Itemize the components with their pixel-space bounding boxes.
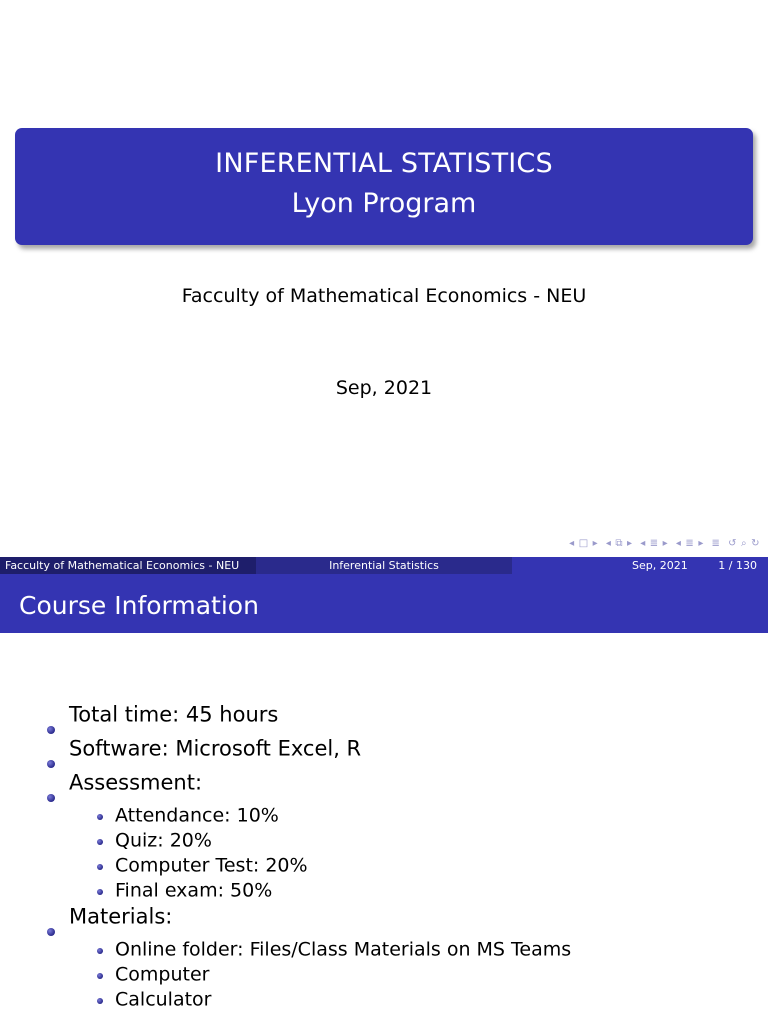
nav-frame-icon[interactable]: □ [578,538,589,549]
sub-list-item [0,852,768,877]
frame-title: Course Information [19,591,259,620]
sub-list-item [0,802,768,827]
sub-list-item-text: Quiz: 20% [115,829,212,852]
frame-title-bar [0,574,768,633]
beamer-navigation[interactable] [565,538,760,552]
list-item-text: Total time: 45 hours [69,702,279,727]
nav-next-frame-icon[interactable]: ▸ [592,538,599,549]
bullet-icon [97,889,103,895]
nav-subsection-icon[interactable]: ≣ [649,538,659,549]
footer-date: Sep, 2021 [632,559,688,572]
list-item-text: Software: Microsoft Excel, R [69,736,362,761]
bullet-icon [97,839,103,845]
sub-list-item-text: Online folder: Files/Class Materials on MS Teams [115,938,572,961]
presentation-title: INFERENTIAL STATISTICS [215,148,553,179]
sub-list-item-text: Calculator [115,988,212,1011]
nav-next-slide-icon[interactable]: ▸ [627,538,633,549]
course-info-list [0,700,768,1011]
bullet-icon [97,814,103,820]
nav-search-icon[interactable]: ⌕ [741,538,748,549]
nav-toc-icon[interactable]: ≣ [711,538,721,549]
nav-section-icon[interactable]: ≣ [685,538,695,549]
bullet-icon [97,864,103,870]
bullet-icon [47,760,55,768]
list-item [0,902,768,936]
list-item-text: Materials: [69,904,173,929]
sub-list-item [0,936,768,961]
date-line: Sep, 2021 [335,377,433,399]
bullet-icon [97,998,103,1004]
footer-date-page [512,557,768,574]
bullet-icon [47,794,55,802]
list-item [0,700,768,734]
nav-next-section-icon[interactable]: ▸ [698,538,704,549]
list-item [0,768,768,802]
title-block [15,128,753,245]
sub-list-item-text: Computer Test: 20% [115,854,308,877]
nav-prev-subsection-icon[interactable]: ◂ [640,538,646,549]
sub-list-item [0,961,768,986]
footer-page-number: 1 / 130 [718,559,757,572]
sub-list-item [0,986,768,1011]
bullet-icon [47,726,55,734]
sub-list-item [0,827,768,852]
nav-prev-slide-icon[interactable]: ◂ [605,538,612,549]
bullet-icon [97,973,103,979]
presentation-subtitle: Lyon Program [291,188,477,219]
nav-prev-frame-icon[interactable]: ◂ [569,538,575,549]
nav-forward-icon[interactable]: ↻ [751,538,760,549]
sub-list-item-text: Attendance: 10% [115,804,279,827]
slide-footer [0,557,768,574]
nav-next-subsection-icon[interactable]: ▸ [662,538,669,549]
footer-author: Facculty of Mathematical Economics - NEU [0,557,256,574]
sub-list-item-text: Computer [115,963,210,986]
nav-back-icon[interactable]: ↺ [728,538,737,549]
list-item-text: Assessment: [69,770,203,795]
bullet-icon [47,928,55,936]
sub-list-item [0,877,768,902]
sub-list-item-text: Final exam: 50% [115,879,273,902]
list-item [0,734,768,768]
bullet-icon [97,948,103,954]
footer-title: Inferential Statistics [256,557,512,574]
assessment-sublist [0,802,768,902]
nav-slide-icon[interactable]: ⧉ [615,538,624,549]
nav-prev-section-icon[interactable]: ◂ [675,538,682,549]
materials-sublist [0,936,768,1011]
author-line: Facculty of Mathematical Economics - NEU [181,285,587,307]
